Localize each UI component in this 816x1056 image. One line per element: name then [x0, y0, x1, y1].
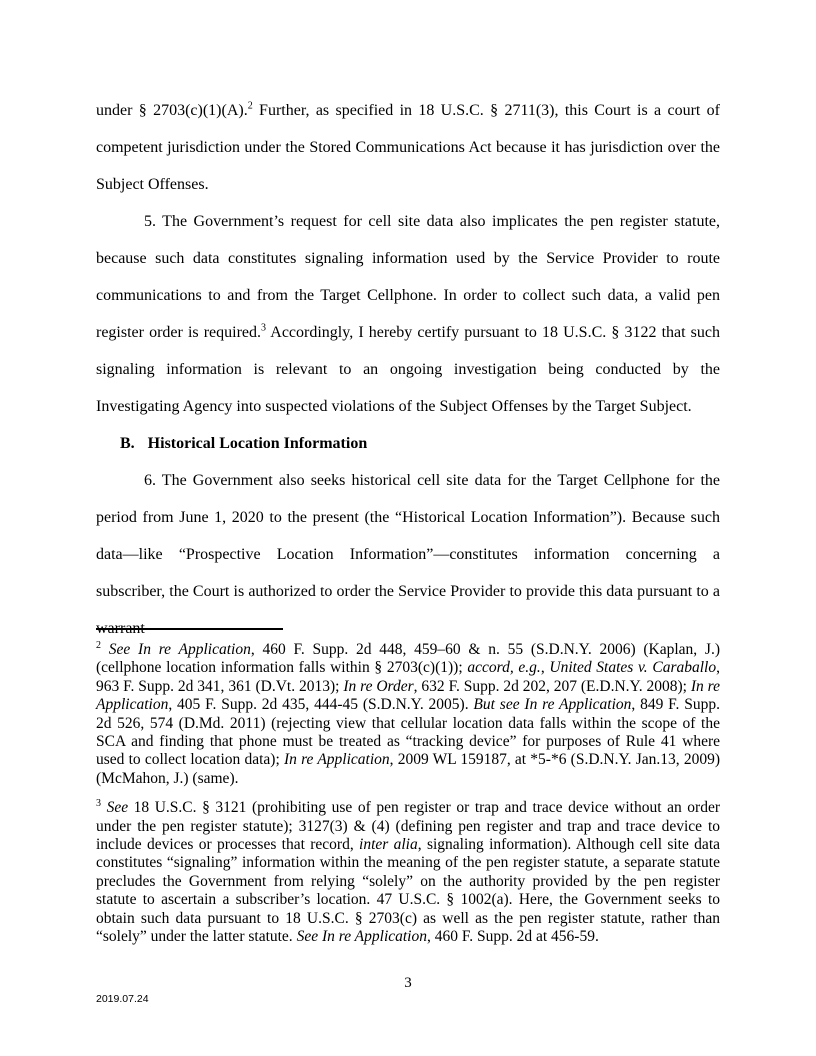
paragraph-6: 6. The Government also seeks historical cell site data for the Target Cellphone for the period from June 1, 2020 to the present (the “Historical Location Information”). Because such data—like “Prospective Location Information”—constitutes information concerning a subscriber, the Court is authorized to order the Service Provider to provide this data pursuant to a warrant: [96, 472, 720, 637]
section-heading-title: Historical Location Information: [147, 435, 368, 452]
footnote-separator: [96, 628, 283, 630]
footer-date: 2019.07.24: [96, 993, 149, 1005]
page-number: 3: [404, 975, 412, 991]
footnotes-section: [96, 628, 720, 958]
section-heading-number: B.: [120, 435, 135, 452]
footnote-2: $^2$ See In re Application, 460 F. Supp. 2d 448, 459–60 & n. 55 (S.D.N.Y. 2006) (Kaplan, J.) (cellphone location information falls within § 2703(c)(1)); accord, e.g., United States v. Caraballo, 963 F. Supp. 2d 341, 361 (D.Vt. 2013); In re Order, 632 F. Supp. 2d 202, 207 (E.D.N.Y. 2008); In re Application, 405 F. Supp. 2d 435, 444-45 (S.D.N.Y. 2005). But see In re Application, 849 F. Supp. 2d 526, 574 (D.Md. 2011) (rejecting view that cellular location data falls within the scope of the SCA and finding that phone must be treated as “tracking device” for purposes of Rule 41 where used to collect location data); In re Application, 2009 WL 159187, at *5-*6 (S.D.N.Y. Jan.13, 2009) (McMahon, J.) (same).: [96, 639, 721, 787]
footnote-3: $^3$ See 18 U.S.C. § 3121 (prohibiting use of pen register or trap and trace device without an order under the pen register statute); 3127(3) & (4) (defining pen register and trap and trace device to include devices or processes that record, inter alia, signaling information). Although cell site data constitutes “signaling” information within the meaning of the pen register statute, a separate statute precludes the Government from relying “solely” on the authority provided by the pen register statute to ascertain a subscriber’s location. 47 U.S.C. § 1002(a). Here, the Government seeks to obtain such data pursuant to 18 U.S.C. § 2703(c) as well as the pen register statute, rather than “solely” under the latter statute. See In re Application, 460 F. Supp. 2d at 456-59.: [96, 798, 721, 946]
paragraph-5: 5. The Government’s request for cell site data also implicates the pen register statute, because such data constitutes signaling information used by the Service Provider to route communications to and from the Target Cellphone. In order to collect such data, a valid pen register order is required.$^3$ Accordingly, I hereby certify pursuant to 18 U.S.C. § 3122 that such signaling information is relevant to an ongoing investigation being conducted by the Investigating Agency into suspected violations of the Subject Offenses by the Target Subject.: [96, 213, 721, 415]
document-body: [96, 92, 720, 647]
section-heading-b: [96, 425, 720, 462]
paragraph-continuation: under § 2703(c)(1)(A).$^2$ Further, as specified in 18 U.S.C. § 2711(3), this Court is a court of competent jurisdiction under the Stored Communications Act because it has jurisdiction over the Subject Offenses.: [96, 100, 720, 193]
